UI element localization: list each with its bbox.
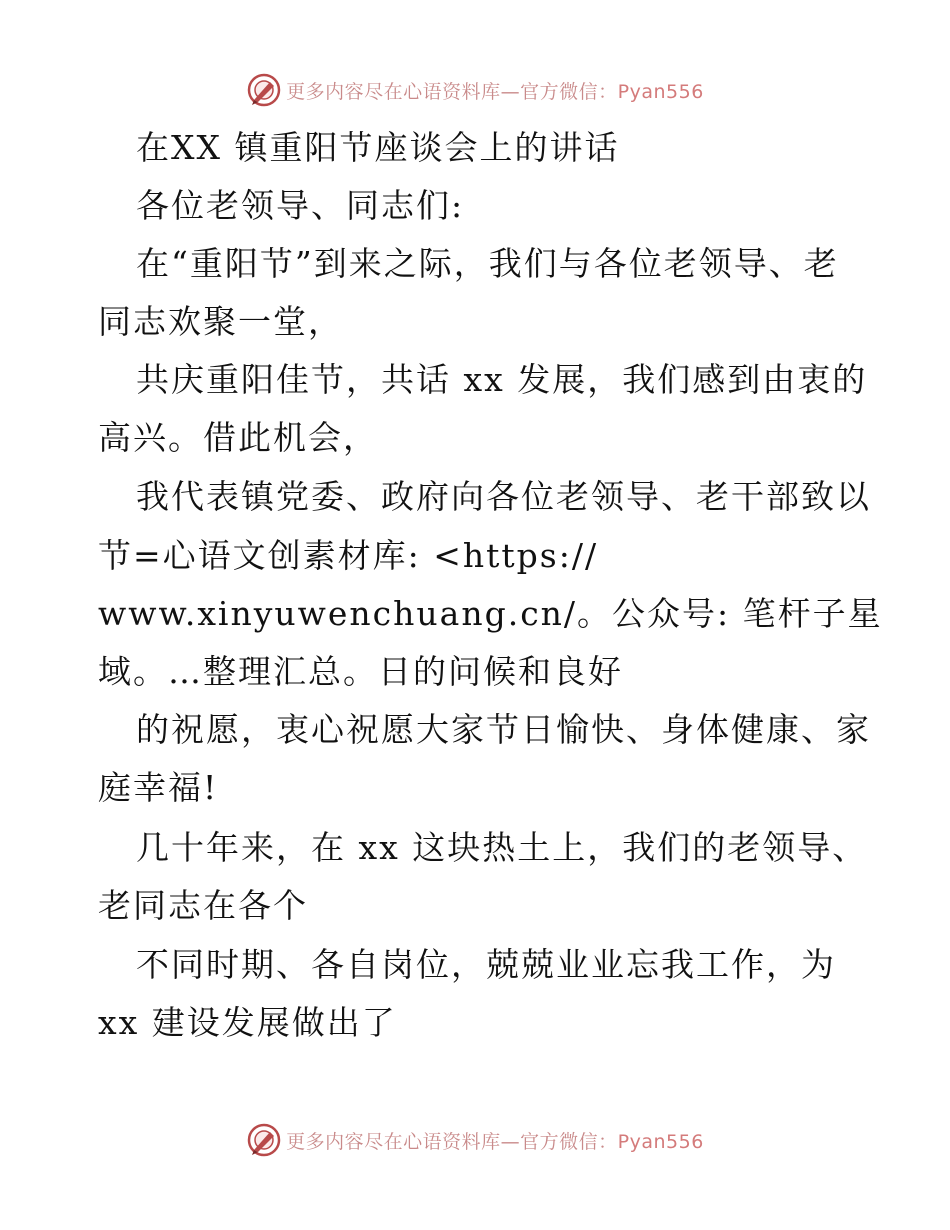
paragraph-line: 几十年来，在 xx 这块热土上，我们的老领导、 <box>136 828 868 867</box>
paragraph-line: 同志欢聚一堂， <box>98 302 343 341</box>
paragraph-line: www.xinyuwenchuang.cn/。公众号: 笔杆子星 <box>98 594 883 633</box>
salutation: 各位老领导、同志们: <box>136 186 465 225</box>
footer-watermark <box>0 1120 950 1160</box>
watermark-text: 更多内容尽在心语资料库—官方微信： <box>286 80 618 103</box>
watermark-id: Pyan556 <box>617 1130 704 1153</box>
paragraph-line: 庭幸福! <box>98 768 219 807</box>
document-title: 在XX 镇重阳节座谈会上的讲话 <box>136 128 620 167</box>
paragraph-line: 在“重阳节”到来之际，我们与各位老领导、老 <box>136 244 839 283</box>
watermark-id: Pyan556 <box>617 80 704 103</box>
paragraph-line: 的祝愿，衷心祝愿大家节日愉快、身体健康、家 <box>136 710 871 749</box>
paragraph-line: 域。…整理汇总。日的问候和良好 <box>98 652 623 691</box>
paragraph-line: 高兴。借此机会， <box>98 418 378 457</box>
paragraph-line: 我代表镇党委、政府向各位老领导、老干部致以 <box>136 477 871 516</box>
watermark-text: 更多内容尽在心语资料库—官方微信： <box>286 1130 618 1153</box>
paragraph-line: 老同志在各个 <box>98 886 308 925</box>
pen-logo-icon <box>246 1122 282 1158</box>
paragraph-line: 共庆重阳佳节，共话 xx 发展，我们感到由衷的 <box>136 360 868 399</box>
paragraph-line: 不同时期、各自岗位，兢兢业业忘我工作，为 <box>136 945 836 984</box>
paragraph-line: xx 建设发展做出了 <box>98 1003 397 1042</box>
paragraph-line: 节=心语文创素材库: <https:// <box>98 536 599 575</box>
